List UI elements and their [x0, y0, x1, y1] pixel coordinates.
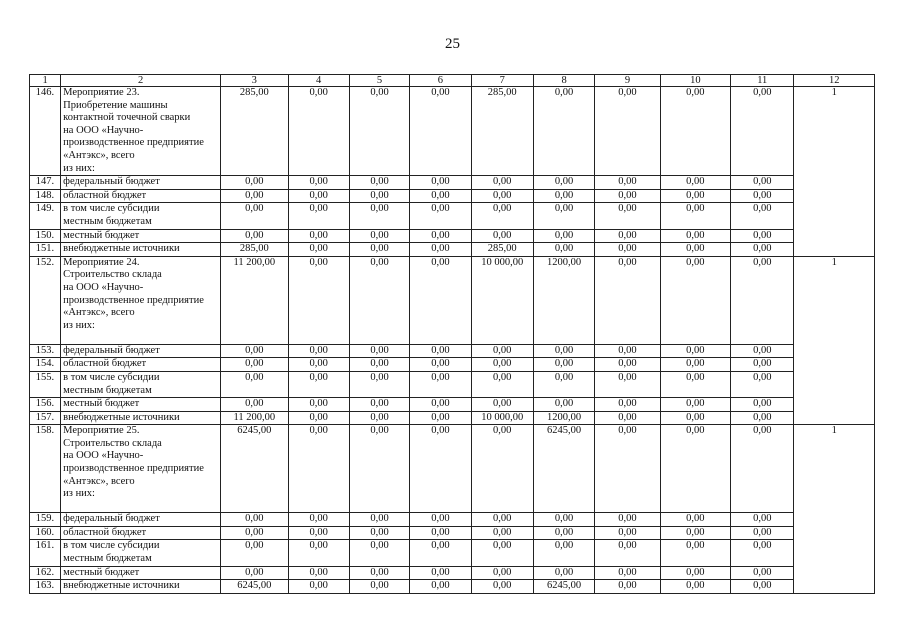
- row-number: 149.: [30, 203, 61, 229]
- funding-source-row: [30, 229, 875, 243]
- funding-source-label: областной бюджет: [61, 358, 221, 372]
- value-col-8: 0,00: [533, 566, 594, 580]
- value-col-11: 0,00: [731, 344, 794, 358]
- value-col-11: 0,00: [731, 526, 794, 540]
- activity-description: Мероприятие 23. Приобретение машины контактной точечной сварки на ООО «Научно- производственное предприятие «Антэкс», всего из них:: [61, 87, 221, 176]
- value-col-3: 0,00: [221, 371, 288, 397]
- value-col-11: 0,00: [731, 189, 794, 203]
- value-col-10: 0,00: [660, 87, 730, 176]
- value-col-4: 0,00: [288, 398, 349, 412]
- value-col-8: 0,00: [533, 371, 594, 397]
- funding-source-label: областной бюджет: [61, 526, 221, 540]
- funding-source-row: [30, 398, 875, 412]
- value-col-11: 0,00: [731, 425, 794, 513]
- funding-source-row: [30, 243, 875, 257]
- value-col-4: 0,00: [288, 540, 349, 566]
- value-col-9: 0,00: [595, 425, 660, 513]
- funding-source-row: [30, 371, 875, 397]
- column-header-1: 1: [30, 75, 61, 87]
- value-col-8: 0,00: [533, 398, 594, 412]
- activity-row: [30, 87, 875, 176]
- page-number: 25: [445, 36, 460, 52]
- row-number: 147.: [30, 176, 61, 190]
- value-col-6: 0,00: [410, 540, 471, 566]
- value-col-8: 0,00: [533, 189, 594, 203]
- value-col-4: 0,00: [288, 344, 349, 358]
- column-header-4: 4: [288, 75, 349, 87]
- funding-source-row: [30, 344, 875, 358]
- funding-source-row: [30, 358, 875, 372]
- value-col-11: 0,00: [731, 256, 794, 344]
- value-col-3: 0,00: [221, 398, 288, 412]
- table-header-row: [30, 75, 875, 87]
- column-header-12: 12: [794, 75, 875, 87]
- value-col-9: 0,00: [595, 513, 660, 527]
- funding-source-label: местный бюджет: [61, 398, 221, 412]
- value-col-5: 0,00: [349, 358, 409, 372]
- row-number: 160.: [30, 526, 61, 540]
- funding-source-label: местный бюджет: [61, 229, 221, 243]
- row-number: 162.: [30, 566, 61, 580]
- value-col-10: 0,00: [660, 256, 730, 344]
- value-col-3: 0,00: [221, 540, 288, 566]
- funding-source-label: федеральный бюджет: [61, 176, 221, 190]
- value-col-10: 0,00: [660, 411, 730, 425]
- value-col-11: 0,00: [731, 371, 794, 397]
- funding-source-label: внебюджетные источники: [61, 243, 221, 257]
- activity-row: [30, 256, 875, 344]
- value-col-5: 0,00: [349, 256, 409, 344]
- value-col-8: 0,00: [533, 87, 594, 176]
- value-col-7: 0,00: [471, 189, 533, 203]
- value-col-3: 0,00: [221, 358, 288, 372]
- value-col-7: 10 000,00: [471, 411, 533, 425]
- value-col-8: 6245,00: [533, 425, 594, 513]
- value-col-12: 1: [794, 87, 875, 257]
- value-col-4: 0,00: [288, 371, 349, 397]
- value-col-8: 1200,00: [533, 411, 594, 425]
- value-col-9: 0,00: [595, 243, 660, 257]
- value-col-5: 0,00: [349, 176, 409, 190]
- value-col-6: 0,00: [410, 513, 471, 527]
- funding-source-label: в том числе субсидии местным бюджетам: [61, 203, 221, 229]
- value-col-4: 0,00: [288, 256, 349, 344]
- value-col-8: 0,00: [533, 344, 594, 358]
- funding-source-label: федеральный бюджет: [61, 344, 221, 358]
- value-col-10: 0,00: [660, 526, 730, 540]
- value-col-3: 0,00: [221, 189, 288, 203]
- value-col-5: 0,00: [349, 189, 409, 203]
- value-col-9: 0,00: [595, 371, 660, 397]
- value-col-4: 0,00: [288, 176, 349, 190]
- value-col-3: 6245,00: [221, 425, 288, 513]
- value-col-3: 0,00: [221, 176, 288, 190]
- funding-source-row: [30, 580, 875, 594]
- value-col-5: 0,00: [349, 243, 409, 257]
- value-col-9: 0,00: [595, 358, 660, 372]
- value-col-11: 0,00: [731, 87, 794, 176]
- funding-source-label: федеральный бюджет: [61, 513, 221, 527]
- value-col-10: 0,00: [660, 189, 730, 203]
- funding-source-label: в том числе субсидии местным бюджетам: [61, 540, 221, 566]
- value-col-11: 0,00: [731, 398, 794, 412]
- value-col-5: 0,00: [349, 526, 409, 540]
- column-header-10: 10: [660, 75, 730, 87]
- funding-source-label: внебюджетные источники: [61, 411, 221, 425]
- value-col-7: 0,00: [471, 371, 533, 397]
- column-header-8: 8: [533, 75, 594, 87]
- value-col-8: 0,00: [533, 229, 594, 243]
- value-col-11: 0,00: [731, 358, 794, 372]
- value-col-11: 0,00: [731, 176, 794, 190]
- value-col-4: 0,00: [288, 566, 349, 580]
- value-col-3: 0,00: [221, 229, 288, 243]
- value-col-4: 0,00: [288, 189, 349, 203]
- row-number: 156.: [30, 398, 61, 412]
- value-col-8: 1200,00: [533, 256, 594, 344]
- value-col-4: 0,00: [288, 203, 349, 229]
- funding-source-label: областной бюджет: [61, 189, 221, 203]
- row-number: 148.: [30, 189, 61, 203]
- value-col-6: 0,00: [410, 425, 471, 513]
- column-header-2: 2: [61, 75, 221, 87]
- value-col-9: 0,00: [595, 203, 660, 229]
- value-col-8: 0,00: [533, 513, 594, 527]
- value-col-5: 0,00: [349, 425, 409, 513]
- value-col-4: 0,00: [288, 425, 349, 513]
- value-col-4: 0,00: [288, 229, 349, 243]
- row-number: 163.: [30, 580, 61, 594]
- value-col-11: 0,00: [731, 203, 794, 229]
- row-number: 146.: [30, 87, 61, 176]
- value-col-10: 0,00: [660, 580, 730, 594]
- value-col-8: 0,00: [533, 243, 594, 257]
- value-col-6: 0,00: [410, 344, 471, 358]
- value-col-9: 0,00: [595, 580, 660, 594]
- value-col-7: 0,00: [471, 566, 533, 580]
- value-col-4: 0,00: [288, 358, 349, 372]
- column-header-3: 3: [221, 75, 288, 87]
- value-col-10: 0,00: [660, 425, 730, 513]
- row-number: 151.: [30, 243, 61, 257]
- value-col-11: 0,00: [731, 566, 794, 580]
- row-number: 157.: [30, 411, 61, 425]
- value-col-6: 0,00: [410, 203, 471, 229]
- row-number: 161.: [30, 540, 61, 566]
- value-col-7: 0,00: [471, 229, 533, 243]
- value-col-8: 6245,00: [533, 580, 594, 594]
- value-col-5: 0,00: [349, 87, 409, 176]
- value-col-9: 0,00: [595, 176, 660, 190]
- value-col-7: 0,00: [471, 176, 533, 190]
- funding-source-label: внебюджетные источники: [61, 580, 221, 594]
- value-col-3: 0,00: [221, 566, 288, 580]
- value-col-11: 0,00: [731, 540, 794, 566]
- value-col-5: 0,00: [349, 540, 409, 566]
- value-col-7: 0,00: [471, 540, 533, 566]
- value-col-6: 0,00: [410, 580, 471, 594]
- funding-source-row: [30, 513, 875, 527]
- value-col-6: 0,00: [410, 411, 471, 425]
- value-col-4: 0,00: [288, 87, 349, 176]
- value-col-10: 0,00: [660, 540, 730, 566]
- funding-source-row: [30, 566, 875, 580]
- value-col-11: 0,00: [731, 243, 794, 257]
- value-col-10: 0,00: [660, 344, 730, 358]
- value-col-4: 0,00: [288, 580, 349, 594]
- value-col-6: 0,00: [410, 256, 471, 344]
- value-col-9: 0,00: [595, 540, 660, 566]
- value-col-6: 0,00: [410, 176, 471, 190]
- value-col-3: 0,00: [221, 344, 288, 358]
- row-number: 159.: [30, 513, 61, 527]
- value-col-6: 0,00: [410, 566, 471, 580]
- value-col-10: 0,00: [660, 398, 730, 412]
- value-col-5: 0,00: [349, 398, 409, 412]
- value-col-8: 0,00: [533, 358, 594, 372]
- row-number: 150.: [30, 229, 61, 243]
- value-col-6: 0,00: [410, 243, 471, 257]
- value-col-9: 0,00: [595, 189, 660, 203]
- value-col-10: 0,00: [660, 229, 730, 243]
- value-col-6: 0,00: [410, 189, 471, 203]
- value-col-3: 0,00: [221, 513, 288, 527]
- value-col-12: 1: [794, 425, 875, 594]
- value-col-5: 0,00: [349, 566, 409, 580]
- value-col-7: 285,00: [471, 243, 533, 257]
- activity-row: [30, 425, 875, 513]
- value-col-5: 0,00: [349, 344, 409, 358]
- value-col-9: 0,00: [595, 344, 660, 358]
- value-col-6: 0,00: [410, 526, 471, 540]
- value-col-10: 0,00: [660, 176, 730, 190]
- value-col-5: 0,00: [349, 203, 409, 229]
- value-col-9: 0,00: [595, 411, 660, 425]
- value-col-4: 0,00: [288, 411, 349, 425]
- value-col-9: 0,00: [595, 229, 660, 243]
- value-col-7: 0,00: [471, 203, 533, 229]
- funding-source-label: в том числе субсидии местным бюджетам: [61, 371, 221, 397]
- value-col-3: 11 200,00: [221, 411, 288, 425]
- column-header-7: 7: [471, 75, 533, 87]
- funding-source-row: [30, 189, 875, 203]
- row-number: 158.: [30, 425, 61, 513]
- value-col-10: 0,00: [660, 358, 730, 372]
- value-col-7: 0,00: [471, 425, 533, 513]
- value-col-5: 0,00: [349, 513, 409, 527]
- value-col-11: 0,00: [731, 411, 794, 425]
- value-col-4: 0,00: [288, 243, 349, 257]
- value-col-9: 0,00: [595, 398, 660, 412]
- value-col-11: 0,00: [731, 580, 794, 594]
- value-col-7: 0,00: [471, 526, 533, 540]
- row-number: 155.: [30, 371, 61, 397]
- value-col-5: 0,00: [349, 229, 409, 243]
- value-col-8: 0,00: [533, 540, 594, 566]
- budget-table: [29, 74, 875, 594]
- activity-description: Мероприятие 25. Строительство склада на ООО «Научно- производственное предприятие «Антэкс», всего из них:: [61, 425, 221, 513]
- value-col-6: 0,00: [410, 358, 471, 372]
- funding-source-row: [30, 540, 875, 566]
- value-col-4: 0,00: [288, 526, 349, 540]
- value-col-10: 0,00: [660, 243, 730, 257]
- value-col-5: 0,00: [349, 371, 409, 397]
- column-header-11: 11: [731, 75, 794, 87]
- funding-source-row: [30, 526, 875, 540]
- value-col-3: 11 200,00: [221, 256, 288, 344]
- value-col-8: 0,00: [533, 176, 594, 190]
- value-col-6: 0,00: [410, 87, 471, 176]
- value-col-11: 0,00: [731, 229, 794, 243]
- value-col-10: 0,00: [660, 513, 730, 527]
- value-col-6: 0,00: [410, 229, 471, 243]
- value-col-9: 0,00: [595, 526, 660, 540]
- row-number: 154.: [30, 358, 61, 372]
- value-col-4: 0,00: [288, 513, 349, 527]
- value-col-7: 285,00: [471, 87, 533, 176]
- value-col-7: 0,00: [471, 580, 533, 594]
- value-col-3: 285,00: [221, 87, 288, 176]
- value-col-12: 1: [794, 256, 875, 425]
- value-col-7: 0,00: [471, 344, 533, 358]
- funding-source-row: [30, 411, 875, 425]
- column-header-6: 6: [410, 75, 471, 87]
- value-col-3: 0,00: [221, 526, 288, 540]
- row-number: 153.: [30, 344, 61, 358]
- column-header-5: 5: [349, 75, 409, 87]
- value-col-7: 0,00: [471, 398, 533, 412]
- funding-source-row: [30, 176, 875, 190]
- row-number: 152.: [30, 256, 61, 344]
- value-col-10: 0,00: [660, 203, 730, 229]
- value-col-9: 0,00: [595, 566, 660, 580]
- value-col-7: 0,00: [471, 513, 533, 527]
- value-col-9: 0,00: [595, 87, 660, 176]
- funding-source-row: [30, 203, 875, 229]
- value-col-9: 0,00: [595, 256, 660, 344]
- value-col-3: 0,00: [221, 203, 288, 229]
- funding-source-label: местный бюджет: [61, 566, 221, 580]
- value-col-8: 0,00: [533, 203, 594, 229]
- value-col-7: 0,00: [471, 358, 533, 372]
- column-header-9: 9: [595, 75, 660, 87]
- value-col-3: 6245,00: [221, 580, 288, 594]
- value-col-5: 0,00: [349, 411, 409, 425]
- value-col-3: 285,00: [221, 243, 288, 257]
- activity-description: Мероприятие 24. Строительство склада на ООО «Научно- производственное предприятие «Антэкс», всего из них:: [61, 256, 221, 344]
- value-col-10: 0,00: [660, 566, 730, 580]
- value-col-5: 0,00: [349, 580, 409, 594]
- value-col-6: 0,00: [410, 371, 471, 397]
- table-body: [30, 75, 875, 594]
- value-col-11: 0,00: [731, 513, 794, 527]
- value-col-7: 10 000,00: [471, 256, 533, 344]
- value-col-6: 0,00: [410, 398, 471, 412]
- value-col-8: 0,00: [533, 526, 594, 540]
- value-col-10: 0,00: [660, 371, 730, 397]
